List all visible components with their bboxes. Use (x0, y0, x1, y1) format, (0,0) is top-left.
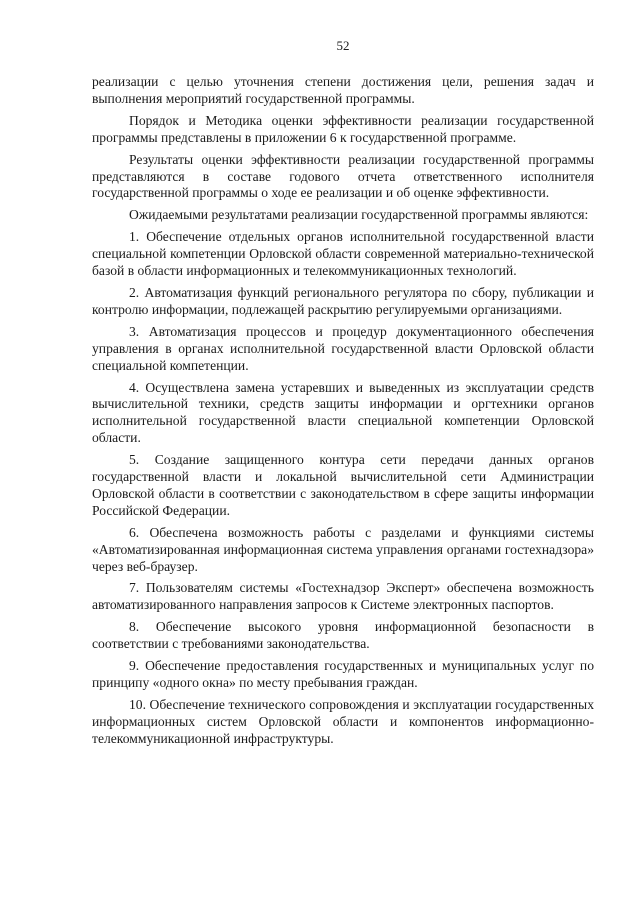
paragraph-expected-results-intro: Ожидаемыми результатами реализации государственной программы являются: (129, 207, 589, 223)
page-number: 52 (336, 38, 350, 53)
paragraph-results-evaluation: Результаты оценки эффективности реализации государственной программы представляются в составе годового отчета ответственного исполнителя государственной программы о ходе ее реализации и об оценке эффективности. (92, 151, 594, 201)
result-item-9: 9. Обеспечение предоставления государственных и муниципальных услуг по принципу «одного окна» по месту пребывания граждан. (92, 658, 594, 690)
result-item-10: 10. Обеспечение технического сопровождения и эксплуатации государственных информационных систем Орловской области и компонентов информационно-телекоммуникационной инфраструктуры. (92, 696, 594, 746)
result-item-4: 4. Осуществлена замена устаревших и выведенных из эксплуатации средств вычислительной техники, средств защиты информации и оргтехники органов исполнительной государственной власти специальной компетенции Орловской области. (92, 379, 594, 446)
result-item-8: 8. Обеспечение высокого уровня информационной безопасности в соответствии с требованиями законодательства. (92, 619, 594, 652)
result-item-3: 3. Автоматизация процессов и процедур документационного обеспечения управления в органах исполнительной государственной власти Орловской области специальной компетенции. (92, 323, 594, 373)
result-item-5: 5. Создание защищенного контура сети передачи данных органов государственной власти и локальной вычислительной сети Администрации Орловской области в соответствии с законодательством в сфере защиты информации Российской Федерации. (92, 452, 594, 518)
paragraph-methodology: Порядок и Методика оценки эффективности реализации государственной программы представлены в приложении 6 к государственной программе. (92, 112, 594, 145)
result-item-6: 6. Обеспечена возможность работы с разделами и функциями системы «Автоматизированная информационная система управления органами гостехнадзора» через веб-браузер. (92, 524, 594, 574)
result-item-1: 1. Обеспечение отдельных органов исполнительной государственной власти специальной компетенции Орловской области современной материально-технической базой в области информационных и телекоммуникационных технологий. (92, 229, 594, 279)
result-item-2: 2. Автоматизация функций регионального регулятора по сбору, публикации и контролю информации, подлежащей раскрытию регулируемыми организациями. (92, 284, 594, 317)
paragraph-continuation: реализации с целью уточнения степени достижения цели, решения задач и выполнения мероприятий государственной программы. (92, 74, 594, 106)
result-item-7: 7. Пользователям системы «Гостехнадзор Эксперт» обеспечена возможность автоматизированного направления запросов к Системе электронных паспортов. (92, 580, 594, 613)
